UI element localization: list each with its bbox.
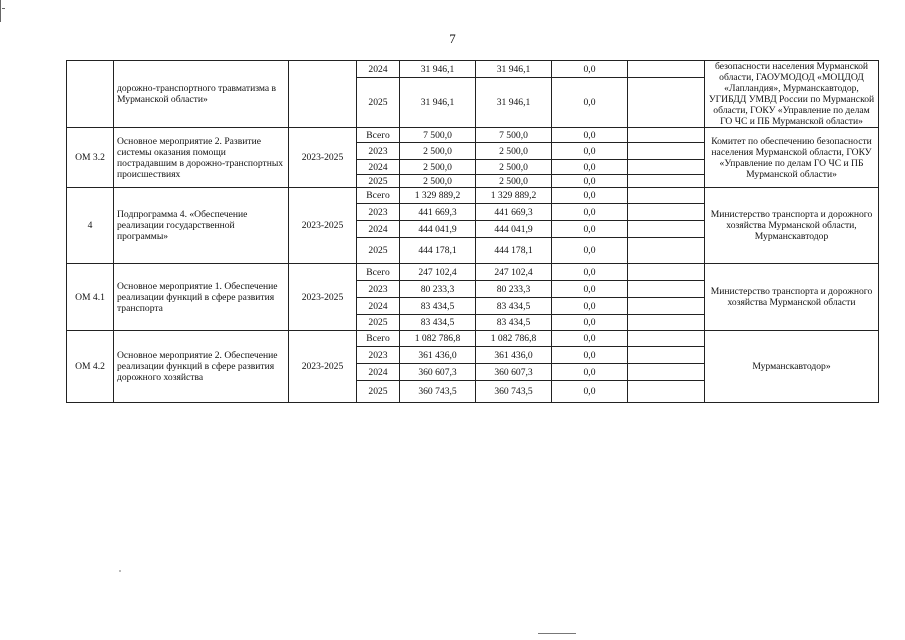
cell-total: 361 436,0 [400, 347, 476, 364]
cell-total: 360 743,5 [400, 381, 476, 403]
cell-year: 2025 [357, 315, 400, 331]
cell-period [289, 61, 357, 128]
cell-executors: Министерство транспорта и дорожного хозяйства Мурманской области [705, 264, 879, 331]
cell-empty [628, 160, 705, 175]
cell-empty [628, 188, 705, 204]
cell-total: 1 082 786,8 [400, 331, 476, 347]
cell-federal: 0,0 [552, 61, 628, 78]
cell-total: 83 434,5 [400, 298, 476, 315]
cell-empty [628, 281, 705, 298]
cell-year: 2023 [357, 143, 400, 160]
cell-federal: 0,0 [552, 238, 628, 264]
cell-regional: 31 946,1 [476, 78, 552, 128]
cell-federal: 0,0 [552, 331, 628, 347]
cell-federal: 0,0 [552, 188, 628, 204]
cell-name: Подпрограмма 4. «Обеспечение реализации государственной программы» [114, 188, 289, 264]
cell-name: Основное мероприятие 1. Обеспечение реализации функций в сфере развития транспорта [114, 264, 289, 331]
cell-total: 83 434,5 [400, 315, 476, 331]
cell-year: 2023 [357, 281, 400, 298]
cell-name: дорожно-транспортного травматизма в Мурманской области» [114, 61, 289, 128]
cell-empty [628, 128, 705, 143]
cell-total: 7 500,0 [400, 128, 476, 143]
cell-code: ОМ 4.2 [67, 331, 114, 403]
cell-year: 2024 [357, 160, 400, 175]
cell-year: 2024 [357, 61, 400, 78]
table-row [67, 264, 879, 281]
budget-table [66, 60, 879, 403]
cell-year: Всего [357, 128, 400, 143]
cell-federal: 0,0 [552, 381, 628, 403]
cell-total: 2 500,0 [400, 143, 476, 160]
cell-federal: 0,0 [552, 128, 628, 143]
cell-empty [628, 204, 705, 221]
cell-federal: 0,0 [552, 315, 628, 331]
cell-total: 444 041,9 [400, 221, 476, 238]
cell-executors: Министерство транспорта и дорожного хозяйства Мурманской области, Мурманскавтодор [705, 188, 879, 264]
cell-executors: безопасности населения Мурманской области, ГАОУМОДОД «МОЦДОД «Лапландия», Мурманскавтодор, УГИБДД УМВД России по Мурманской области, ГОКУ «Управление по делам ГО ЧС и ПБ Мурманской области» [705, 61, 879, 128]
cell-empty [628, 315, 705, 331]
cell-regional: 31 946,1 [476, 61, 552, 78]
cell-year: 2025 [357, 78, 400, 128]
cell-total: 2 500,0 [400, 175, 476, 188]
cell-empty [628, 143, 705, 160]
cell-empty [628, 61, 705, 78]
cell-period: 2023-2025 [289, 331, 357, 403]
cell-total: 2 500,0 [400, 160, 476, 175]
cell-period: 2023-2025 [289, 188, 357, 264]
cell-year: Всего [357, 331, 400, 347]
cell-regional: 441 669,3 [476, 204, 552, 221]
cell-year: 2023 [357, 204, 400, 221]
cell-empty [628, 331, 705, 347]
cell-regional: 2 500,0 [476, 175, 552, 188]
cell-empty [628, 347, 705, 364]
cell-regional: 1 082 786,8 [476, 331, 552, 347]
cell-total: 80 233,3 [400, 281, 476, 298]
table-row [67, 331, 879, 347]
cell-empty [628, 221, 705, 238]
footer-rule [538, 633, 576, 634]
cell-year: Всего [357, 264, 400, 281]
cell-federal: 0,0 [552, 78, 628, 128]
cell-regional: 83 434,5 [476, 315, 552, 331]
cell-year: 2025 [357, 238, 400, 264]
cell-empty [628, 238, 705, 264]
cell-empty [628, 264, 705, 281]
cell-total: 247 102,4 [400, 264, 476, 281]
cell-code: ОМ 3.2 [67, 128, 114, 188]
cell-regional: 360 607,3 [476, 364, 552, 381]
table-row [67, 61, 879, 78]
cell-name: Основное мероприятие 2. Обеспечение реализации функций в сфере развития дорожного хозяйства [114, 331, 289, 403]
corner-mark [0, 0, 6, 22]
page-number: 7 [449, 31, 456, 46]
cell-federal: 0,0 [552, 347, 628, 364]
cell-regional: 1 329 889,2 [476, 188, 552, 204]
cell-total: 1 329 889,2 [400, 188, 476, 204]
cell-year: 2024 [357, 298, 400, 315]
cell-regional: 2 500,0 [476, 160, 552, 175]
cell-regional: 80 233,3 [476, 281, 552, 298]
cell-regional: 360 743,5 [476, 381, 552, 403]
cell-federal: 0,0 [552, 281, 628, 298]
cell-regional: 361 436,0 [476, 347, 552, 364]
cell-year: 2023 [357, 347, 400, 364]
cell-empty [628, 78, 705, 128]
cell-empty [628, 381, 705, 403]
cell-period: 2023-2025 [289, 128, 357, 188]
cell-total: 31 946,1 [400, 78, 476, 128]
table-body [67, 61, 879, 403]
cell-regional: 2 500,0 [476, 143, 552, 160]
cell-empty [628, 298, 705, 315]
cell-federal: 0,0 [552, 160, 628, 175]
cell-executors: Комитет по обеспечению безопасности населения Мурманской области, ГОКУ «Управление по делам ГО ЧС и ПБ Мурманской области» [705, 128, 879, 188]
cell-name: Основное мероприятие 2. Развитие системы оказания помощи пострадавшим в дорожно-транспортных происшествиях [114, 128, 289, 188]
cell-regional: 247 102,4 [476, 264, 552, 281]
cell-total: 444 178,1 [400, 238, 476, 264]
cell-total: 31 946,1 [400, 61, 476, 78]
cell-year: 2025 [357, 175, 400, 188]
cell-code [67, 61, 114, 128]
table-row [67, 188, 879, 204]
cell-federal: 0,0 [552, 175, 628, 188]
cell-federal: 0,0 [552, 221, 628, 238]
cell-year: 2024 [357, 221, 400, 238]
cell-empty [628, 364, 705, 381]
table-row [67, 128, 879, 143]
cell-federal: 0,0 [552, 204, 628, 221]
cell-total: 441 669,3 [400, 204, 476, 221]
cell-regional: 444 041,9 [476, 221, 552, 238]
cell-regional: 7 500,0 [476, 128, 552, 143]
cell-federal: 0,0 [552, 298, 628, 315]
cell-empty [628, 175, 705, 188]
cell-period: 2023-2025 [289, 264, 357, 331]
cell-regional: 83 434,5 [476, 298, 552, 315]
cell-year: 2024 [357, 364, 400, 381]
cell-federal: 0,0 [552, 364, 628, 381]
cell-executors: Мурманскавтодор» [705, 331, 879, 403]
cell-code: ОМ 4.1 [67, 264, 114, 331]
scan-speck [119, 570, 121, 572]
cell-total: 360 607,3 [400, 364, 476, 381]
cell-federal: 0,0 [552, 143, 628, 160]
cell-code: 4 [67, 188, 114, 264]
cell-regional: 444 178,1 [476, 238, 552, 264]
cell-year: Всего [357, 188, 400, 204]
cell-year: 2025 [357, 381, 400, 403]
cell-federal: 0,0 [552, 264, 628, 281]
